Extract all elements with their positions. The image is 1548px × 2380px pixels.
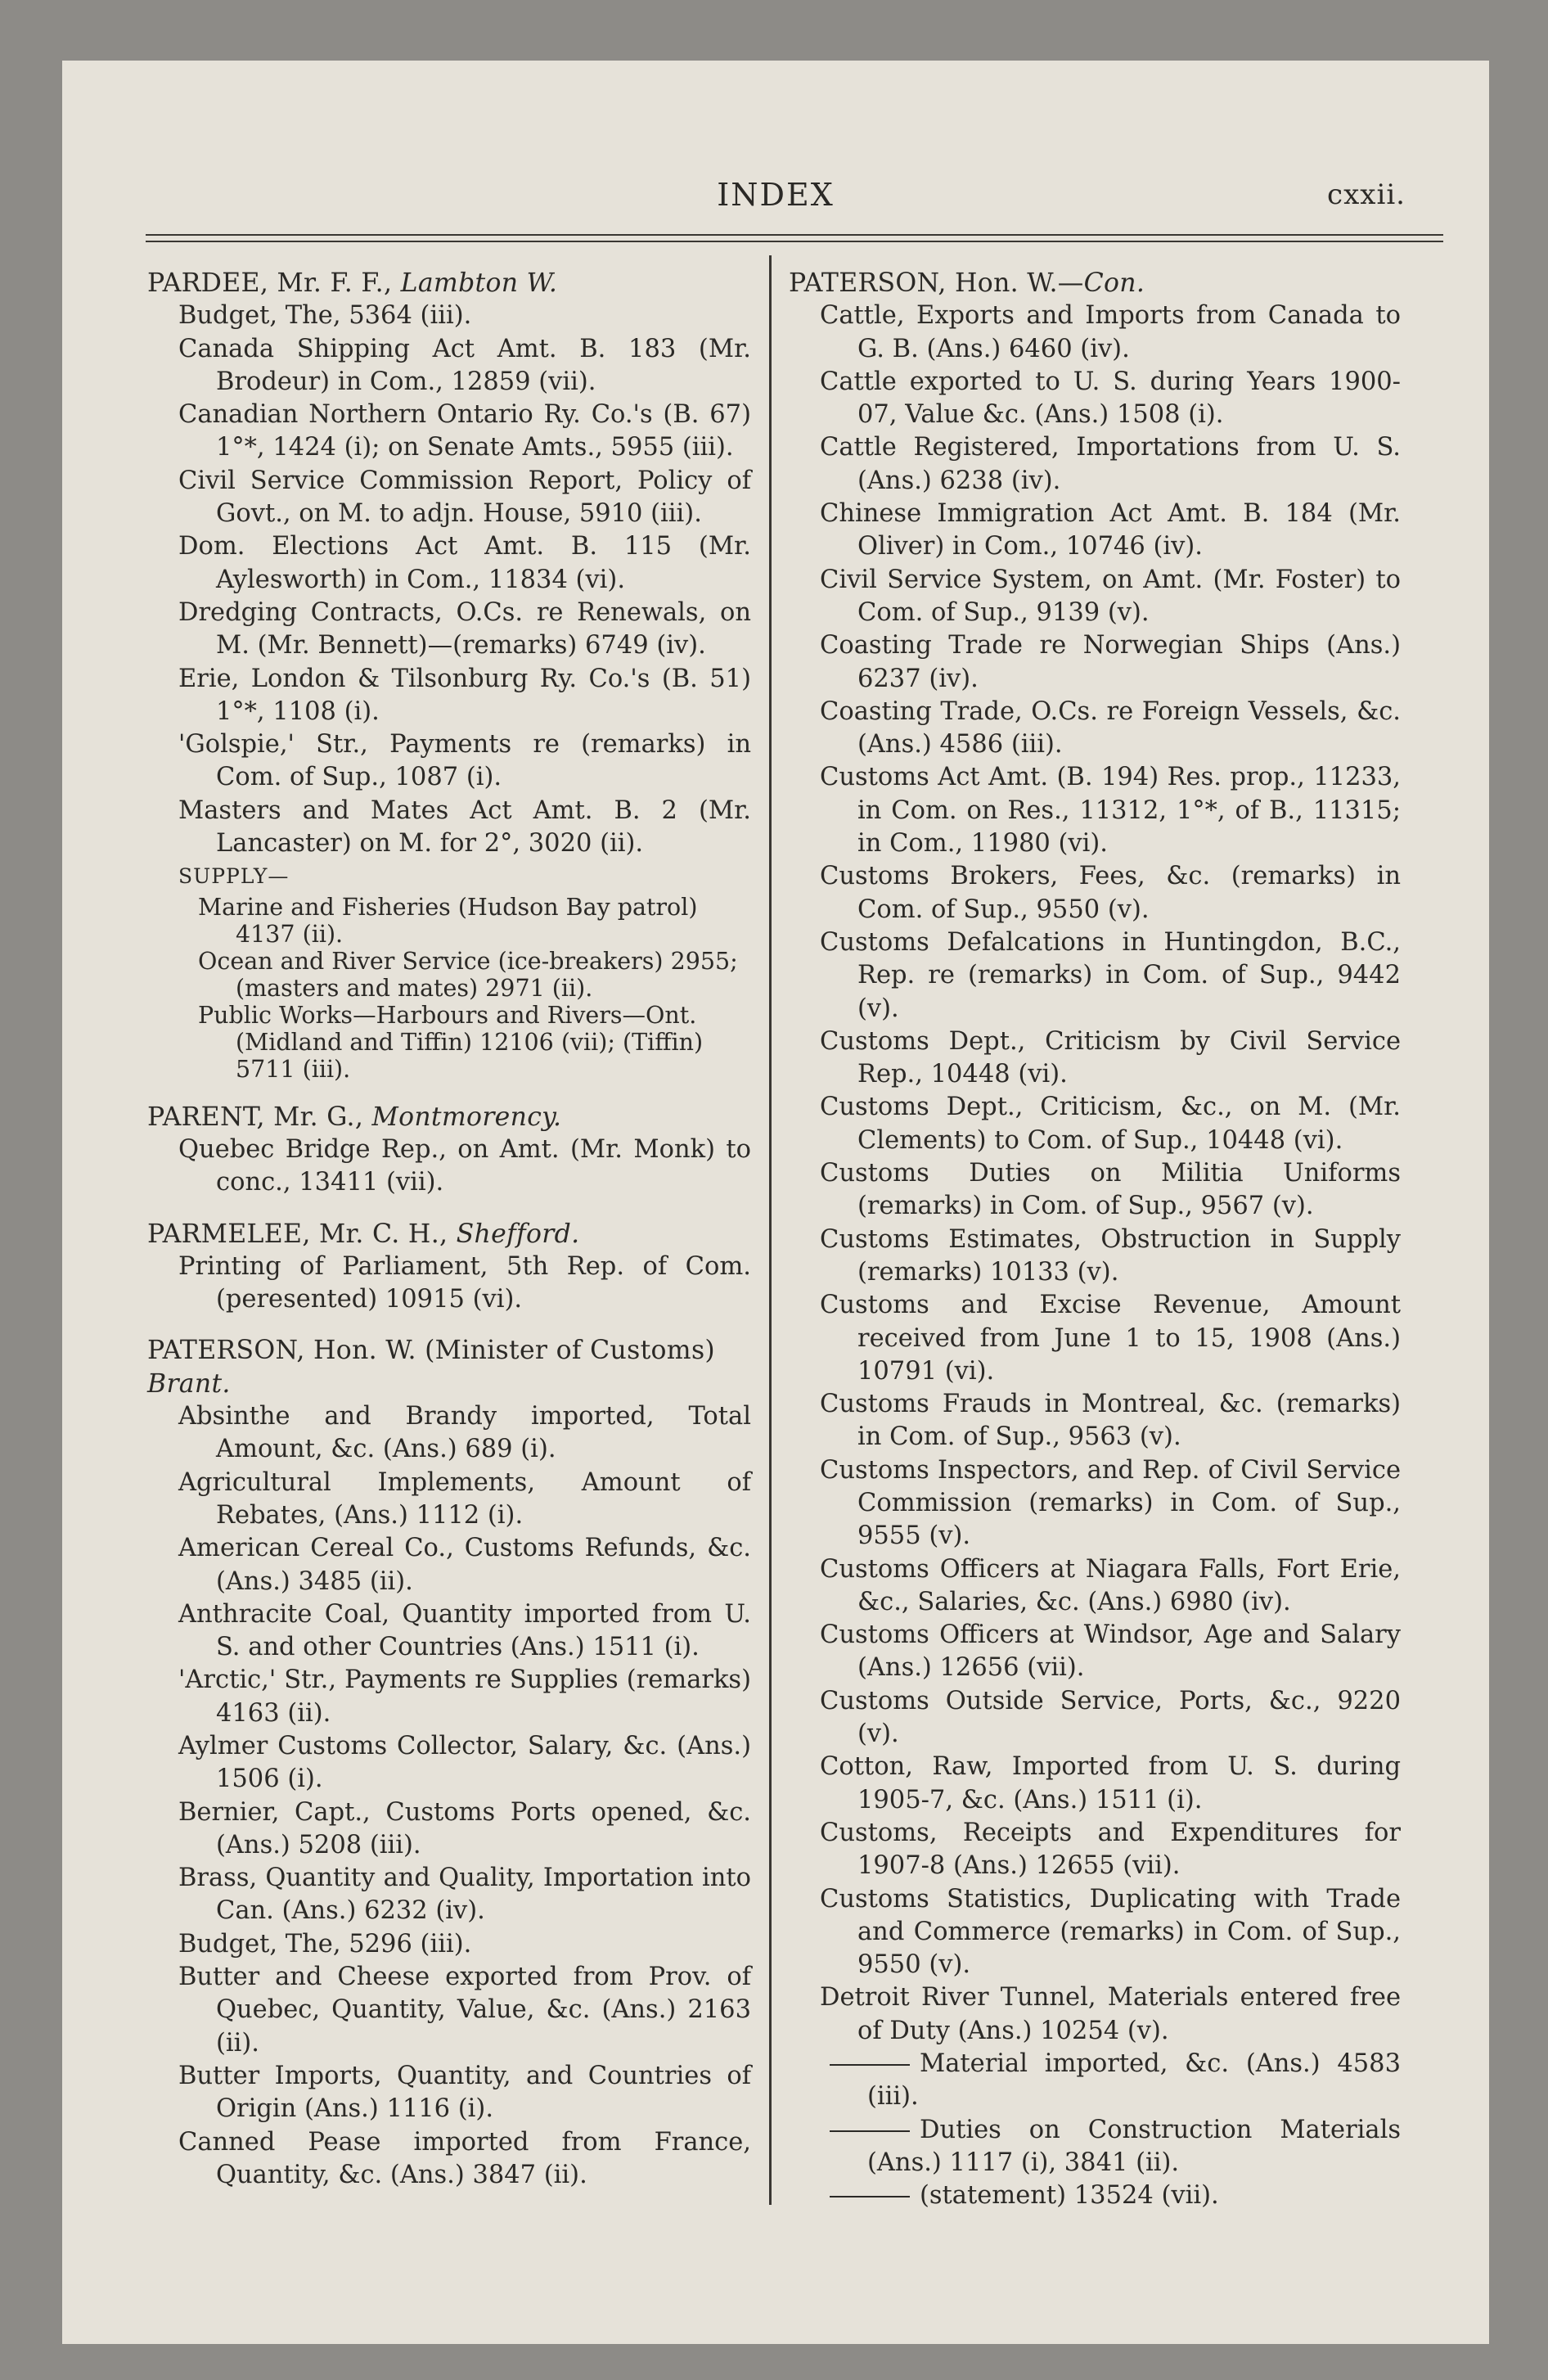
member-name: PARMELEE, Mr. C. H., — [147, 1219, 448, 1249]
index-entry: Customs, Receipts and Expenditures for 1907-8 (Ans.) 12655 (vii). — [820, 1818, 1401, 1881]
member-heading-paterson-continued — [789, 267, 1401, 300]
header-rule — [146, 241, 1443, 242]
member-name: PARDEE, Mr. F. F., — [147, 268, 393, 298]
index-entry: Customs Officers at Niagara Falls, Fort Erie, &c., Salaries, &c. (Ans.) 6980 (iv). — [820, 1554, 1401, 1616]
member-name: PATERSON, Hon. W. (Minister of Customs) — [147, 1336, 716, 1366]
index-entry: Cotton, Raw, Imported from U. S. during 1905-7, &c. (Ans.) 1511 (i). — [820, 1752, 1401, 1814]
index-entry: Anthracite Coal, Quantity imported from U. S. and other Countries (Ans.) 1511 (i). — [178, 1599, 751, 1662]
paterson-entries — [147, 1400, 751, 2192]
index-entry: Cattle Registered, Importations from U. S. (Ans.) 6238 (iv). — [820, 433, 1401, 495]
member-name: PATERSON, Hon. W.— — [789, 268, 1084, 298]
left-column — [147, 267, 751, 2192]
member-constituency: Lambton W. — [400, 268, 558, 298]
ditto-dash — [830, 2064, 910, 2066]
entry-text: Material imported, &c. (Ans.) 4583 (iii). — [867, 2049, 1401, 2112]
index-entry: Customs Dept., Criticism by Civil Service Rep., 10448 (vi). — [820, 1026, 1401, 1089]
right-column — [789, 267, 1401, 2213]
index-entry: Customs Frauds in Montreal, &c. (remarks) in Com. of Sup., 9563 (v). — [820, 1390, 1401, 1452]
page-number: cxxii. — [1327, 178, 1406, 211]
supply-entries — [147, 894, 751, 1083]
index-entry: American Cereal Co., Customs Refunds, &c. (Ans.) 3485 (ii). — [178, 1534, 751, 1596]
index-entry: Civil Service System, on Amt. (Mr. Foster) to Com. of Sup., 9139 (v). — [820, 565, 1401, 627]
index-entry: Customs Brokers, Fees, &c. (remarks) in Com. of Sup., 9550 (v). — [820, 862, 1401, 924]
member-heading-pardee — [147, 267, 751, 300]
continued-label: Con. — [1083, 268, 1145, 298]
index-entry: Chinese Immigration Act Amt. B. 184 (Mr. Oliver) in Com., 10746 (iv). — [820, 499, 1401, 561]
column-divider — [769, 255, 772, 2205]
index-entry: Bernier, Capt., Customs Ports opened, &c. (Ans.) 5208 (iii). — [178, 1797, 751, 1859]
index-entry: Customs Outside Service, Ports, &c., 9220 (v). — [820, 1686, 1401, 1749]
index-entry: Absinthe and Brandy imported, Total Amount, &c. (Ans.) 689 (i). — [178, 1402, 751, 1464]
index-entry-continuation — [799, 2179, 1401, 2212]
index-entry: Agricultural Implements, Amount of Rebates, (Ans.) 1112 (i). — [178, 1467, 751, 1530]
index-entry: Customs Dept., Criticism, &c., on M. (Mr. Clements) to Com. of Sup., 10448 (vi). — [820, 1093, 1401, 1155]
index-entry: Butter Imports, Quantity, and Countries of Origin (Ans.) 1116 (i). — [178, 2061, 751, 2124]
parent-entries — [147, 1134, 751, 1200]
index-entry: Canadian Northern Ontario Ry. Co.'s (B. 67) 1°*, 1424 (i); on Senate Amts., 5955 (iii). — [178, 400, 751, 462]
paterson-continued-entries — [789, 300, 1401, 2048]
index-entry: Budget, The, 5296 (iii). — [178, 1929, 472, 1959]
index-page — [62, 61, 1489, 2344]
index-entry: Dredging Contracts, O.Cs. re Renewals, on M. (Mr. Bennett)—(remarks) 6749 (iv). — [178, 597, 751, 660]
index-entry: 'Arctic,' Str., Payments re Supplies (remarks) 4163 (ii). — [178, 1666, 751, 1728]
index-entry: Butter and Cheese exported from Prov. of Quebec, Quantity, Value, &c. (Ans.) 2163 (ii). — [178, 1963, 751, 2058]
index-entry: Canned Pease imported from France, Quantity, &c. (Ans.) 3847 (ii). — [178, 2127, 751, 2189]
index-entry: Coasting Trade re Norwegian Ships (Ans.) 6237 (iv). — [820, 631, 1401, 693]
member-constituency: Brant. — [147, 1368, 231, 1399]
index-entry: Brass, Quantity and Quality, Importation into Can. (Ans.) 6232 (iv). — [178, 1864, 751, 1926]
parmelee-entries — [147, 1251, 751, 1317]
index-entry: Customs Estimates, Obstruction in Supply (remarks) 10133 (v). — [820, 1224, 1401, 1287]
page-title: INDEX — [717, 177, 835, 213]
index-entry: Printing of Parliament, 5th Rep. of Com. (peresented) 10915 (vi). — [178, 1251, 751, 1314]
index-entry: Marine and Fisheries (Hudson Bay patrol) 4137 (ii). — [198, 893, 698, 948]
index-entry: Customs Defalcations in Huntingdon, B.C., Rep. re (remarks) in Com. of Sup., 9442 (v). — [820, 927, 1401, 1023]
index-entry: Aylmer Customs Collector, Salary, &c. (Ans.) 1506 (i). — [178, 1731, 751, 1794]
member-heading-paterson — [147, 1334, 751, 1400]
index-entry: Civil Service Commission Report, Policy of Govt., on M. to adjn. House, 5910 (iii). — [178, 466, 751, 529]
index-entry: Canada Shipping Act Amt. B. 183 (Mr. Brodeur) in Com., 12859 (vii). — [178, 334, 751, 396]
index-entry: Customs Duties on Militia Uniforms (remarks) in Com. of Sup., 9567 (v). — [820, 1159, 1401, 1221]
continuation-entries — [789, 2048, 1401, 2212]
ditto-dash — [830, 2196, 910, 2197]
member-heading-parmelee — [147, 1218, 751, 1251]
entry-text: Duties on Construction Materials (Ans.) 1117 (i), 3841 (ii). — [867, 2115, 1401, 2177]
index-entry: Public Works—Harbours and Rivers—Ont. (Midland and Tiffin) 12106 (vii); (Tiffin) 5711 (iii). — [198, 1001, 704, 1083]
index-entry: Detroit River Tunnel, Materials entered free of Duty (Ans.) 10254 (v). — [820, 1983, 1401, 2045]
member-constituency: Shefford. — [456, 1219, 580, 1249]
index-entry: Customs Act Amt. (B. 194) Res. prop., 11233, in Com. on Res., 11312, 1°*, of B., 11315; in Com., 11980 (vi). — [820, 763, 1401, 859]
index-entry: Masters and Mates Act Amt. B. 2 (Mr. Lancaster) on M. for 2°, 3020 (ii). — [178, 796, 751, 859]
index-entry: Cattle exported to U. S. during Years 1900-07, Value &c. (Ans.) 1508 (i). — [820, 367, 1401, 430]
member-constituency: Montmorency. — [371, 1102, 562, 1132]
index-entry: Cattle, Exports and Imports from Canada to G. B. (Ans.) 6460 (iv). — [820, 301, 1401, 363]
index-entry-continuation — [799, 2048, 1401, 2114]
member-name: PARENT, Mr. G., — [147, 1102, 364, 1132]
header-rule — [146, 234, 1443, 236]
index-entry: Quebec Bridge Rep., on Amt. (Mr. Monk) to conc., 13411 (vii). — [178, 1134, 751, 1197]
member-heading-parent — [147, 1101, 751, 1134]
index-entry: Customs Officers at Windsor, Age and Salary (Ans.) 12656 (vii). — [820, 1620, 1401, 1683]
index-entry-continuation — [799, 2114, 1401, 2180]
index-entry: Coasting Trade, O.Cs. re Foreign Vessels, &c. (Ans.) 4586 (iii). — [820, 696, 1401, 760]
index-entry: Ocean and River Service (ice-breakers) 2955; (masters and mates) 2971 (ii). — [198, 947, 738, 1002]
supply-heading: SUPPLY— — [178, 864, 290, 889]
index-entry: Erie, London & Tilsonburg Ry. Co.'s (B. 51) 1°*, 1108 (i). — [178, 664, 751, 726]
index-entry: Budget, The, 5364 (iii). — [178, 301, 472, 331]
index-entry: 'Golspie,' Str., Payments re (remarks) in Com. of Sup., 1087 (i). — [178, 730, 751, 792]
pardee-entries — [147, 300, 751, 860]
index-entry: Customs Inspectors, and Rep. of Civil Service Commission (remarks) in Com. of Sup., 9555 (v). — [820, 1455, 1401, 1551]
entry-text: (statement) 13524 (vii). — [920, 2181, 1219, 2211]
index-entry: Customs and Excise Revenue, Amount received from June 1 to 15, 1908 (Ans.) 10791 (vi). — [820, 1291, 1401, 1386]
index-entry: Dom. Elections Act Amt. B. 115 (Mr. Aylesworth) in Com., 11834 (vi). — [178, 532, 751, 594]
ditto-dash — [830, 2130, 910, 2132]
index-entry: Customs Statistics, Duplicating with Trade and Commerce (remarks) in Com. of Sup., 9550 (v). — [820, 1884, 1401, 1980]
